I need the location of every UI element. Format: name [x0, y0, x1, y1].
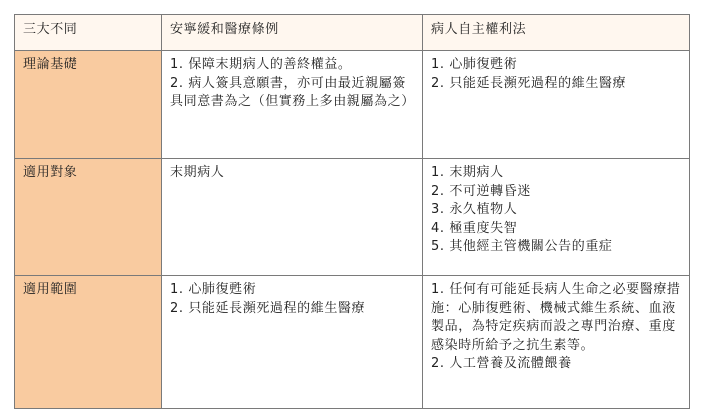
row-label-scope: 適用範圍 [15, 276, 162, 409]
table-row-theory [15, 51, 690, 159]
list-item: 末期病人 [170, 165, 225, 180]
cell-target-autonomy [423, 159, 690, 276]
list-item: 4. 極重度失智 [431, 220, 518, 236]
list-scope-autonomy [431, 281, 681, 374]
header-cell-hospice-act: 安寧緩和醫療條例 [162, 15, 423, 51]
list-item: 1. 心肺復甦術 [170, 282, 257, 297]
list-item: 1. 心肺復甦術 [431, 57, 518, 72]
header-row [15, 15, 690, 51]
cell-theory-autonomy [423, 51, 690, 159]
cell-scope-autonomy [423, 276, 690, 409]
list-theory-autonomy [431, 56, 681, 93]
cell-theory-hospice [162, 51, 423, 159]
list-item: 2. 人工營養及流體餵養 [431, 356, 572, 371]
list-target-autonomy [431, 164, 681, 257]
list-item: 1. 任何有可能延長病人生命之必要醫療措施：心肺復甦術、機械式維生系統、血液製品，為特定疾病而設之專門治療、重度感染時所給予之抗生素等。 [431, 282, 681, 353]
list-scope-hospice [170, 281, 414, 318]
cell-scope-hospice [162, 276, 423, 409]
list-item: 1. 保障末期病人的善終權益。 [170, 57, 352, 72]
list-item: 5. 其他經主管機關公告的重症 [431, 239, 613, 254]
comparison-table [14, 14, 690, 409]
list-item: 2. 只能延長瀕死過程的維生醫療 [170, 300, 366, 316]
header-cell-patient-autonomy-act: 病人自主權利法 [423, 15, 690, 51]
table-row-scope [15, 276, 690, 409]
list-item: 3. 永久植物人 [431, 202, 518, 217]
cell-target-hospice [162, 159, 423, 276]
list-target-hospice [170, 164, 414, 183]
table-row-target [15, 159, 690, 276]
list-item: 1. 末期病人 [431, 165, 504, 180]
list-item: 2. 病人簽具意願書，亦可由最近親屬簽具同意書為之（但實務上多由親屬為之） [170, 75, 415, 109]
list-theory-hospice [170, 56, 414, 112]
row-label-theory: 理論基礎 [15, 51, 162, 159]
list-item: 2. 不可逆轉昏迷 [431, 183, 531, 199]
list-item: 2. 只能延長瀕死過程的維生醫療 [431, 75, 627, 91]
row-label-target: 適用對象 [15, 159, 162, 276]
header-cell-difference: 三大不同 [15, 15, 162, 51]
